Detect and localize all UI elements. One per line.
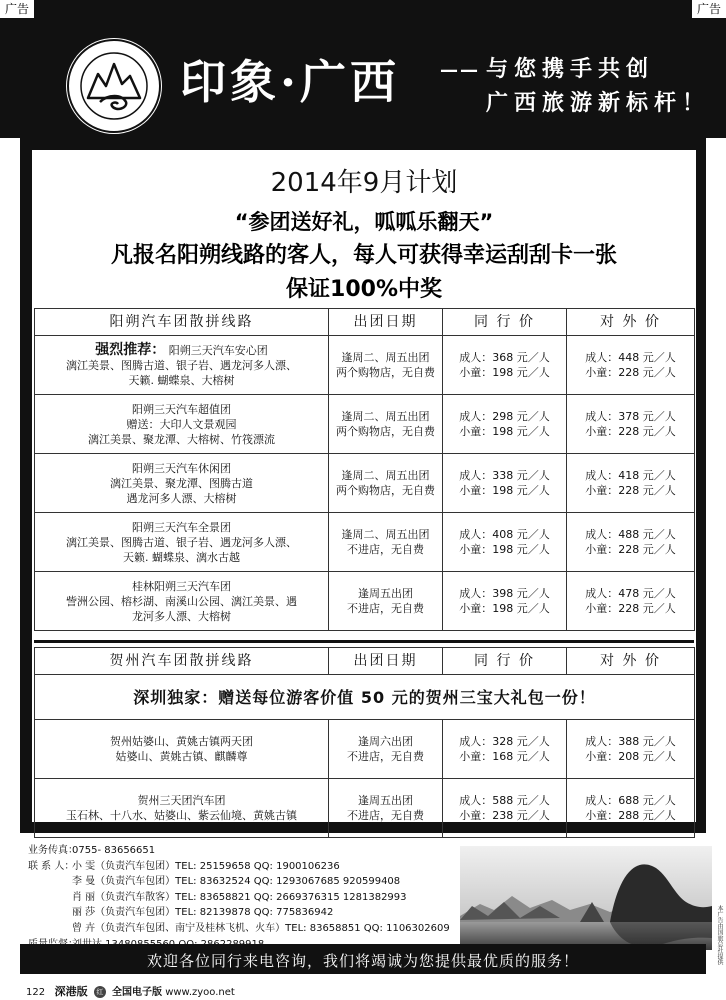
edition-badge-icon: 红 <box>94 986 106 998</box>
date-cell <box>329 779 443 838</box>
retail-child-price: 小童：228 元／人 <box>585 425 676 438</box>
page-number: 122 <box>26 987 46 998</box>
table-row <box>35 454 695 513</box>
retail-price-cell <box>567 454 695 513</box>
slogan-line-1: 与您携手共创 <box>486 56 655 82</box>
departure-days: 逢周六出团 <box>358 735 413 748</box>
col-header-peer-price: 同 行 价 <box>443 648 567 675</box>
retail-price-cell <box>567 513 695 572</box>
contact-line <box>28 921 450 937</box>
exclusive-offer: 深圳独家：赠送每位游客价值 50 元的贺州三宝大礼包一份！ <box>35 675 695 720</box>
date-cell <box>329 454 443 513</box>
retail-child-price: 小童：228 元／人 <box>585 484 676 497</box>
departure-days: 逢周二、周五出团 <box>341 351 430 364</box>
edition-label: 深港版 <box>54 985 88 998</box>
slogan-line-2: 广西旅游新标杆！ <box>486 90 711 116</box>
contact-person: 肖 丽（负责汽车散客）TEL: 83658821 QQ: 2669376315 1281382993 <box>72 891 407 903</box>
contact-label: 联 系 人： <box>28 860 75 872</box>
contact-line <box>28 859 450 875</box>
route-desc: 訾洲公园、榕杉湖、南溪山公园、漓江美景、遇 <box>66 594 297 608</box>
route-name: 阳朔三天汽车安心团 <box>168 343 268 357</box>
retail-price-cell <box>567 572 695 631</box>
peer-price-cell <box>443 395 567 454</box>
shopping-note: 不进店，无自费 <box>347 809 424 822</box>
date-cell <box>329 336 443 395</box>
yangshuo-route-table <box>34 308 695 631</box>
table-row <box>35 720 695 779</box>
retail-child-price: 小童：288 元／人 <box>585 809 676 822</box>
hezhou-route-table <box>34 647 695 838</box>
table-header-row <box>35 309 695 336</box>
route-desc: 天籁. 蝴蝶泉、漓水古越 <box>123 550 240 564</box>
section-divider <box>34 640 694 643</box>
peer-adult-price: 成人：368 元／人 <box>459 351 550 364</box>
table-row <box>35 513 695 572</box>
contact-block <box>28 843 450 952</box>
col-header-route: 阳朔汽车团散拼线路 <box>35 309 329 336</box>
route-name: 贺州三天团汽车团 <box>137 794 226 807</box>
side-credit: 本广告由国旅总社提供 <box>716 905 723 965</box>
route-cell <box>35 779 329 838</box>
shopping-note: 不进店，无自费 <box>347 602 424 615</box>
table-header-row <box>35 648 695 675</box>
retail-price-cell <box>567 779 695 838</box>
promo-guarantee: 保证100%中奖 <box>286 277 442 302</box>
date-cell <box>329 572 443 631</box>
table-row <box>35 779 695 838</box>
departure-days: 逢周二、周五出团 <box>341 410 430 423</box>
col-header-date: 出团日期 <box>329 648 443 675</box>
route-desc: 漓江美景、聚龙潭、大榕树、竹筏漂流 <box>88 432 275 446</box>
brand-title: 印象·广西 <box>180 55 401 109</box>
retail-adult-price: 成人：448 元／人 <box>585 351 676 364</box>
col-header-route: 贺州汽车团散拼线路 <box>35 648 329 675</box>
col-header-peer-price: 同 行 价 <box>443 309 567 336</box>
retail-child-price: 小童：228 元／人 <box>585 602 676 615</box>
peer-adult-price: 成人：408 元／人 <box>459 528 550 541</box>
header-band <box>0 0 726 138</box>
footer-welcome: 欢迎各位同行来电咨询，我们将竭诚为您提供最优质的服务！ <box>146 952 579 970</box>
route-cell <box>35 572 329 631</box>
shopping-note: 两个购物店，无自费 <box>336 366 435 379</box>
retail-adult-price: 成人：378 元／人 <box>585 410 676 423</box>
contact-line <box>28 890 450 906</box>
retail-price-cell <box>567 720 695 779</box>
route-desc: 漓江美景、聚龙潭、图腾古道 <box>110 476 253 490</box>
route-desc: 玉石林、十八水、姑婆山、紫云仙境、黄姚古镇 <box>66 809 297 822</box>
website-link[interactable]: www.zyoo.net <box>165 987 235 998</box>
fax-label: 业务传真： <box>28 845 78 856</box>
shopping-note: 两个购物店，无自费 <box>336 425 435 438</box>
route-name: 贺州姑婆山、黄姚古镇两天团 <box>110 735 253 748</box>
plan-title: 2014年9月计划 <box>270 168 458 198</box>
peer-price-cell <box>443 720 567 779</box>
table-row <box>35 395 695 454</box>
retail-price-cell <box>567 395 695 454</box>
peer-child-price: 小童：168 元／人 <box>459 750 550 763</box>
shopping-note: 两个购物店，无自费 <box>336 484 435 497</box>
fax-number: 0755- 83656651 <box>72 845 156 856</box>
peer-child-price: 小童：198 元／人 <box>459 543 550 556</box>
peer-adult-price: 成人：298 元／人 <box>459 410 550 423</box>
contact-line <box>28 874 450 890</box>
route-name: 阳朔三天汽车超值团 <box>132 402 231 416</box>
peer-price-cell <box>443 454 567 513</box>
col-header-date: 出团日期 <box>329 309 443 336</box>
peer-child-price: 小童：198 元／人 <box>459 484 550 497</box>
retail-price-cell <box>567 336 695 395</box>
footer-band <box>20 944 706 974</box>
route-desc: 赠送：大印人文景观园 <box>126 417 237 431</box>
date-cell <box>329 395 443 454</box>
date-cell <box>329 513 443 572</box>
date-cell <box>329 720 443 779</box>
peer-adult-price: 成人：398 元／人 <box>459 587 550 600</box>
plan-frame <box>20 138 706 833</box>
contact-person: 曾 卉（负责汽车包团、南宁及桂林飞机、火车）TEL: 83658851 QQ: 1106302609 <box>72 922 450 934</box>
karst-landscape-photo <box>460 846 712 950</box>
contact-person: 小 雯（负责汽车包团）TEL: 25159658 QQ: 1900106236 <box>72 860 340 872</box>
retail-child-price: 小童：208 元／人 <box>585 750 676 763</box>
col-header-retail-price: 对 外 价 <box>567 648 695 675</box>
peer-adult-price: 成人：328 元／人 <box>459 735 550 748</box>
shopping-note: 不进店，无自费 <box>347 543 424 556</box>
peer-adult-price: 成人：338 元／人 <box>459 469 550 482</box>
ad-tag-left: 广告 <box>0 0 34 18</box>
brand-dash: —— <box>440 60 480 81</box>
contact-person: 李 曼（负责汽车包团）TEL: 83632524 QQ: 1293067685 920599408 <box>72 876 401 888</box>
peer-price-cell <box>443 513 567 572</box>
peer-price-cell <box>443 336 567 395</box>
route-desc: 姑婆山、黄姚古镇、麒麟尊 <box>115 750 248 763</box>
fax-line <box>28 843 450 859</box>
route-cell <box>35 720 329 779</box>
route-desc: 遇龙河多人漂、大榕树 <box>126 491 237 505</box>
route-name: 阳朔三天汽车休闲团 <box>132 461 231 475</box>
recommend-label: 强烈推荐： <box>95 341 166 358</box>
promo-offer: 凡报名阳朔线路的客人，每人可获得幸运刮刮卡一张 <box>110 243 617 268</box>
route-cell <box>35 454 329 513</box>
peer-price-cell <box>443 779 567 838</box>
contact-person: 丽 莎（负责汽车包团）TEL: 82139878 QQ: 775836942 <box>72 907 334 919</box>
route-desc: 天籁. 蝴蝶泉、大榕树 <box>128 373 235 387</box>
plan-card <box>32 150 696 822</box>
retail-child-price: 小童：228 元／人 <box>585 543 676 556</box>
table-row <box>35 336 695 395</box>
departure-days: 逢周二、周五出团 <box>341 469 430 482</box>
route-name: 阳朔三天汽车全景团 <box>132 520 231 534</box>
retail-adult-price: 成人：418 元／人 <box>585 469 676 482</box>
retail-adult-price: 成人：488 元／人 <box>585 528 676 541</box>
promo-headline: “参团送好礼，呱呱乐翻天” <box>234 210 494 234</box>
route-desc: 漓江美景、图腾古道、银子岩、遇龙河多人漂、 <box>66 535 297 549</box>
route-cell <box>35 336 329 395</box>
departure-days: 逢周二、周五出团 <box>341 528 430 541</box>
shopping-note: 不进店，无自费 <box>347 750 424 763</box>
peer-price-cell <box>443 572 567 631</box>
route-name: 桂林阳朔三天汽车团 <box>132 579 231 593</box>
exclusive-offer-row <box>35 675 695 720</box>
retail-child-price: 小童：228 元／人 <box>585 366 676 379</box>
route-cell <box>35 513 329 572</box>
route-desc: 龙河多人漂、大榕树 <box>132 609 231 623</box>
contact-line <box>28 905 450 921</box>
route-desc: 漓江美景、图腾古道、银子岩、遇龙河多人漂、 <box>66 358 297 372</box>
peer-child-price: 小童：198 元／人 <box>459 366 550 379</box>
peer-adult-price: 成人：588 元／人 <box>459 794 550 807</box>
brand-logo-icon <box>64 36 164 136</box>
page-info <box>26 983 235 999</box>
ad-tag-right: 广告 <box>692 0 726 18</box>
peer-child-price: 小童：238 元／人 <box>459 809 550 822</box>
retail-adult-price: 成人：388 元／人 <box>585 735 676 748</box>
retail-adult-price: 成人：478 元／人 <box>585 587 676 600</box>
departure-days: 逢周五出团 <box>358 794 413 807</box>
peer-child-price: 小童：198 元／人 <box>459 425 550 438</box>
departure-days: 逢周五出团 <box>358 587 413 600</box>
route-cell <box>35 395 329 454</box>
table-row <box>35 572 695 631</box>
electronic-edition-label: 全国电子版 <box>112 987 163 998</box>
retail-adult-price: 成人：688 元／人 <box>585 794 676 807</box>
col-header-retail-price: 对 外 价 <box>567 309 695 336</box>
peer-child-price: 小童：198 元／人 <box>459 602 550 615</box>
